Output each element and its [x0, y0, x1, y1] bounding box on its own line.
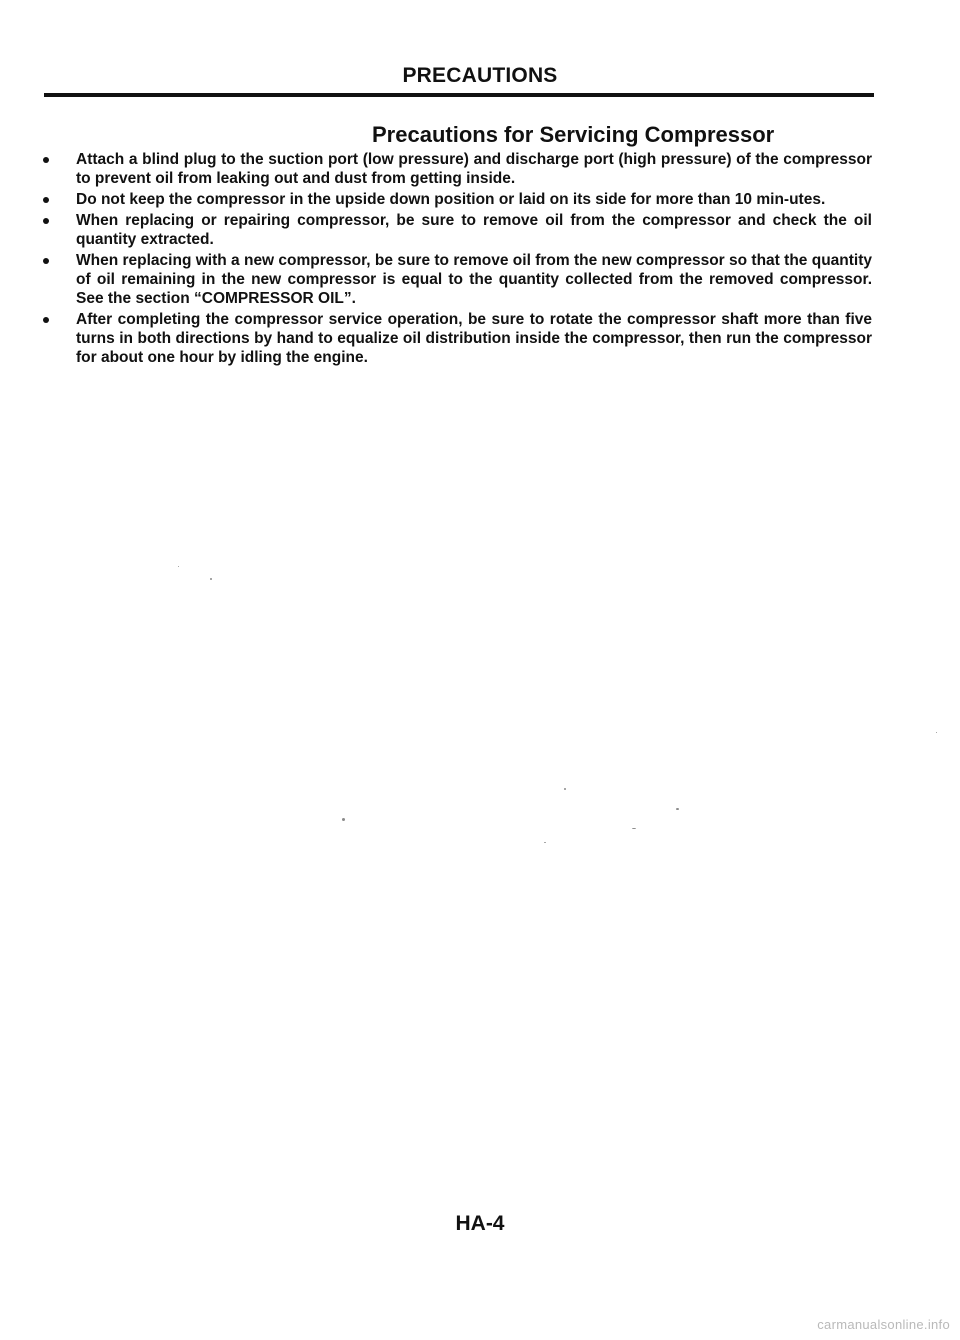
page-header-title: PRECAUTIONS [402, 64, 558, 87]
list-item-text: When replacing or repairing compressor, be sure to remove oil from the compressor and check the oil quantity extracted. [76, 212, 872, 248]
scan-speck [342, 818, 345, 821]
precautions-list [40, 150, 872, 369]
list-item [40, 211, 872, 249]
scan-speck [936, 732, 937, 733]
scan-speck [632, 828, 636, 829]
scan-speck [178, 566, 179, 567]
header-divider [44, 93, 874, 97]
page-number: HA-4 [455, 1212, 505, 1235]
bullet-icon [43, 317, 49, 323]
list-item-text: Do not keep the compressor in the upside down position or laid on its side for more than 10 min-utes. [76, 191, 826, 208]
list-item [40, 150, 872, 188]
section-title: Precautions for Servicing Compressor [372, 122, 775, 147]
bullet-icon [43, 157, 49, 163]
watermark: carmanualsonline.info [817, 1317, 950, 1332]
list-item-text: Attach a blind plug to the suction port (low pressure) and discharge port (high pressure) of the compressor to prevent oil from leaking out and dust from getting inside. [76, 151, 872, 187]
list-item-text: After completing the compressor service operation, be sure to rotate the compressor shaft more than five turns in both directions by hand to equalize oil distribution inside the compressor, then run the compressor for about one hour by idling the engine. [76, 311, 872, 366]
scan-speck [564, 788, 566, 790]
list-item [40, 251, 872, 308]
bullet-icon [43, 197, 49, 203]
bullet-icon [43, 218, 49, 224]
list-item [40, 190, 872, 209]
list-item [40, 310, 872, 367]
scan-speck [544, 842, 546, 843]
scan-speck [210, 578, 212, 580]
scan-speck [676, 808, 679, 810]
list-item-text: When replacing with a new compressor, be sure to remove oil from the new compressor so that the quantity of oil remaining in the new compressor is equal to the quantity collected from the removed compressor. See the section “COMPRESSOR OIL”. [76, 252, 872, 307]
bullet-icon [43, 258, 49, 264]
